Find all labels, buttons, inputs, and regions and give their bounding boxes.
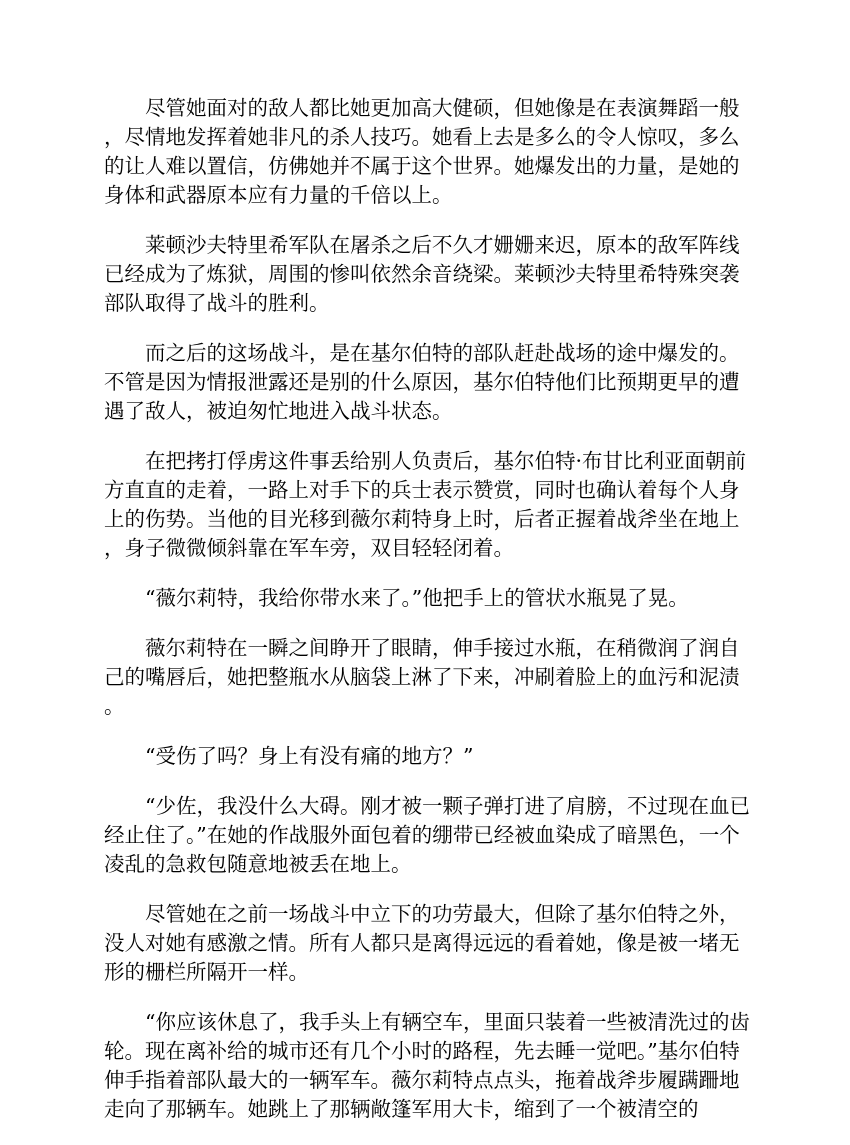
paragraph-8: “少佐，我没什么大碍。刚才被一颗子弹打进了肩膀，不过现在血已经止住了。”在她的作战服外面包着的绷带已经被血染成了暗黑色，一个凌乱的急救包随意地被丢在地上。 bbox=[104, 794, 750, 876]
paragraph-5: “薇尔莉特，我给你带水来了。”他把手上的管状水瓶晃了晃。 bbox=[145, 586, 689, 610]
body-text bbox=[104, 94, 750, 1145]
paragraph-9: 尽管她在之前一场战斗中立下的功劳最大，但除了基尔伯特之外，没人对她有感激之情。所有人都只是离得远远的看着她，像是被一堵无形的栅栏所隔开一样。 bbox=[104, 902, 740, 984]
paragraph-1: 尽管她面对的敌人都比她更加高大健硕，但她像是在表演舞蹈一般，尽情地发挥着她非凡的杀人技巧。她看上去是多么的令人惊叹，多么的让人难以置信，仿佛她并不属于这个世界。她爆发出的力量，是她的身体和武器原本应有力量的千倍以上。 bbox=[104, 96, 740, 207]
paragraph-7: “受伤了吗？身上有没有痛的地方？” bbox=[145, 744, 474, 768]
paragraph-4: 在把拷打俘虏这件事丢给别人负责后，基尔伯特·布甘比利亚面朝前方直直的走着，一路上对手下的兵士表示赞赏，同时也确认着每个人身上的伤势。当他的目光移到薇尔莉特身上时，后者正握着战斧坐在地上，身子微微倾斜靠在军车旁，双目轻轻闭着。 bbox=[104, 449, 747, 560]
paragraph-2: 莱顿沙夫特里希军队在屠杀之后不久才姗姗来迟，原本的敌军阵线已经成为了炼狱，周围的惨叫依然余音绕梁。莱顿沙夫特里希特殊突袭部队取得了战斗的胜利。 bbox=[104, 233, 740, 315]
paragraph-3: 而之后的这场战斗，是在基尔伯特的部队赶赴战场的途中爆发的。不管是因为情报泄露还是别的什么原因，基尔伯特他们比预期更早的遭遇了敌人，被迫匆忙地进入战斗状态。 bbox=[104, 341, 740, 423]
paragraph-10: “你应该休息了，我手头上有辆空车，里面只装着一些被清洗过的齿轮。现在离补给的城市还有几个小时的路程，先去睡一觉吧。”基尔伯特伸手指着部队最大的一辆军车。薇尔莉特点点头，拖着战斧步履蹒跚地走向了那辆车。她跳上了那辆敞篷军用大卡，缩到了一个被清空的 bbox=[104, 1010, 750, 1121]
paragraph-6: 薇尔莉特在一瞬之间睁开了眼睛，伸手接过水瓶，在稍微润了润自己的嘴唇后，她把整瓶水从脑袋上淋了下来，冲刷着脸上的血污和泥渍。 bbox=[104, 636, 740, 718]
